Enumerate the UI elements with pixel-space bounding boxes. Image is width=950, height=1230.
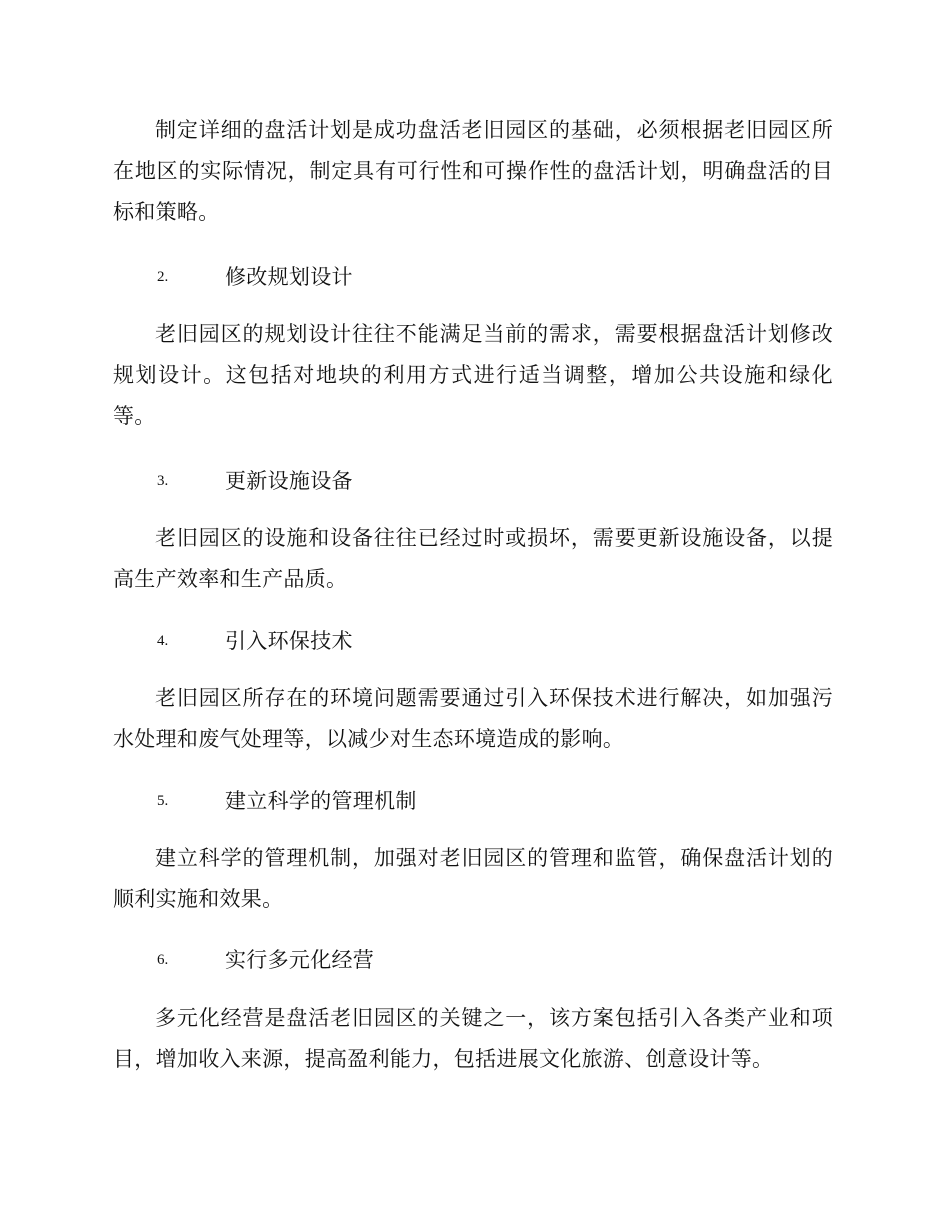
heading-number: 4. — [157, 633, 169, 649]
paragraph-management: 建立科学的管理机制，加强对老旧园区的管理和监管，确保盘活计划的顺利实施和效果。 — [113, 846, 833, 911]
heading-number: 5. — [157, 793, 169, 809]
heading-title: 建立科学的管理机制 — [225, 789, 417, 813]
heading-title: 更新设施设备 — [225, 469, 353, 493]
paragraph-planning-design: 老旧园区的规划设计往往不能满足当前的需求，需要根据盘活计划修改规划设计。这包括对地块的利用方式进行适当调整，增加公共设施和绿化等。 — [113, 322, 833, 428]
heading-number: 3. — [157, 473, 169, 489]
paragraph-environmental: 老旧园区所存在的环境问题需要通过引入环保技术进行解决，如加强污水处理和废气处理等，以减少对生态环境造成的影响。 — [113, 686, 833, 751]
heading-title: 引入环保技术 — [225, 629, 353, 653]
paragraph-facilities: 老旧园区的设施和设备往往已经过时或损坏，需要更新设施设备，以提高生产效率和生产品质。 — [113, 526, 833, 591]
heading-number: 6. — [157, 952, 169, 968]
heading-number: 2. — [157, 269, 169, 285]
heading-title: 修改规划设计 — [225, 265, 353, 289]
heading-title: 实行多元化经营 — [225, 948, 375, 972]
paragraph-diversified: 多元化经营是盘活老旧园区的关键之一，该方案包括引入各类产业和项目，增加收入来源，提高盈利能力，包括进展文化旅游、创意设计等。 — [113, 1006, 833, 1071]
paragraph-plan: 制定详细的盘活计划是成功盘活老旧园区的基础，必须根据老旧园区所在地区的实际情况，制定具有可行性和可操作性的盘活计划，明确盘活的目标和策略。 — [113, 118, 833, 224]
